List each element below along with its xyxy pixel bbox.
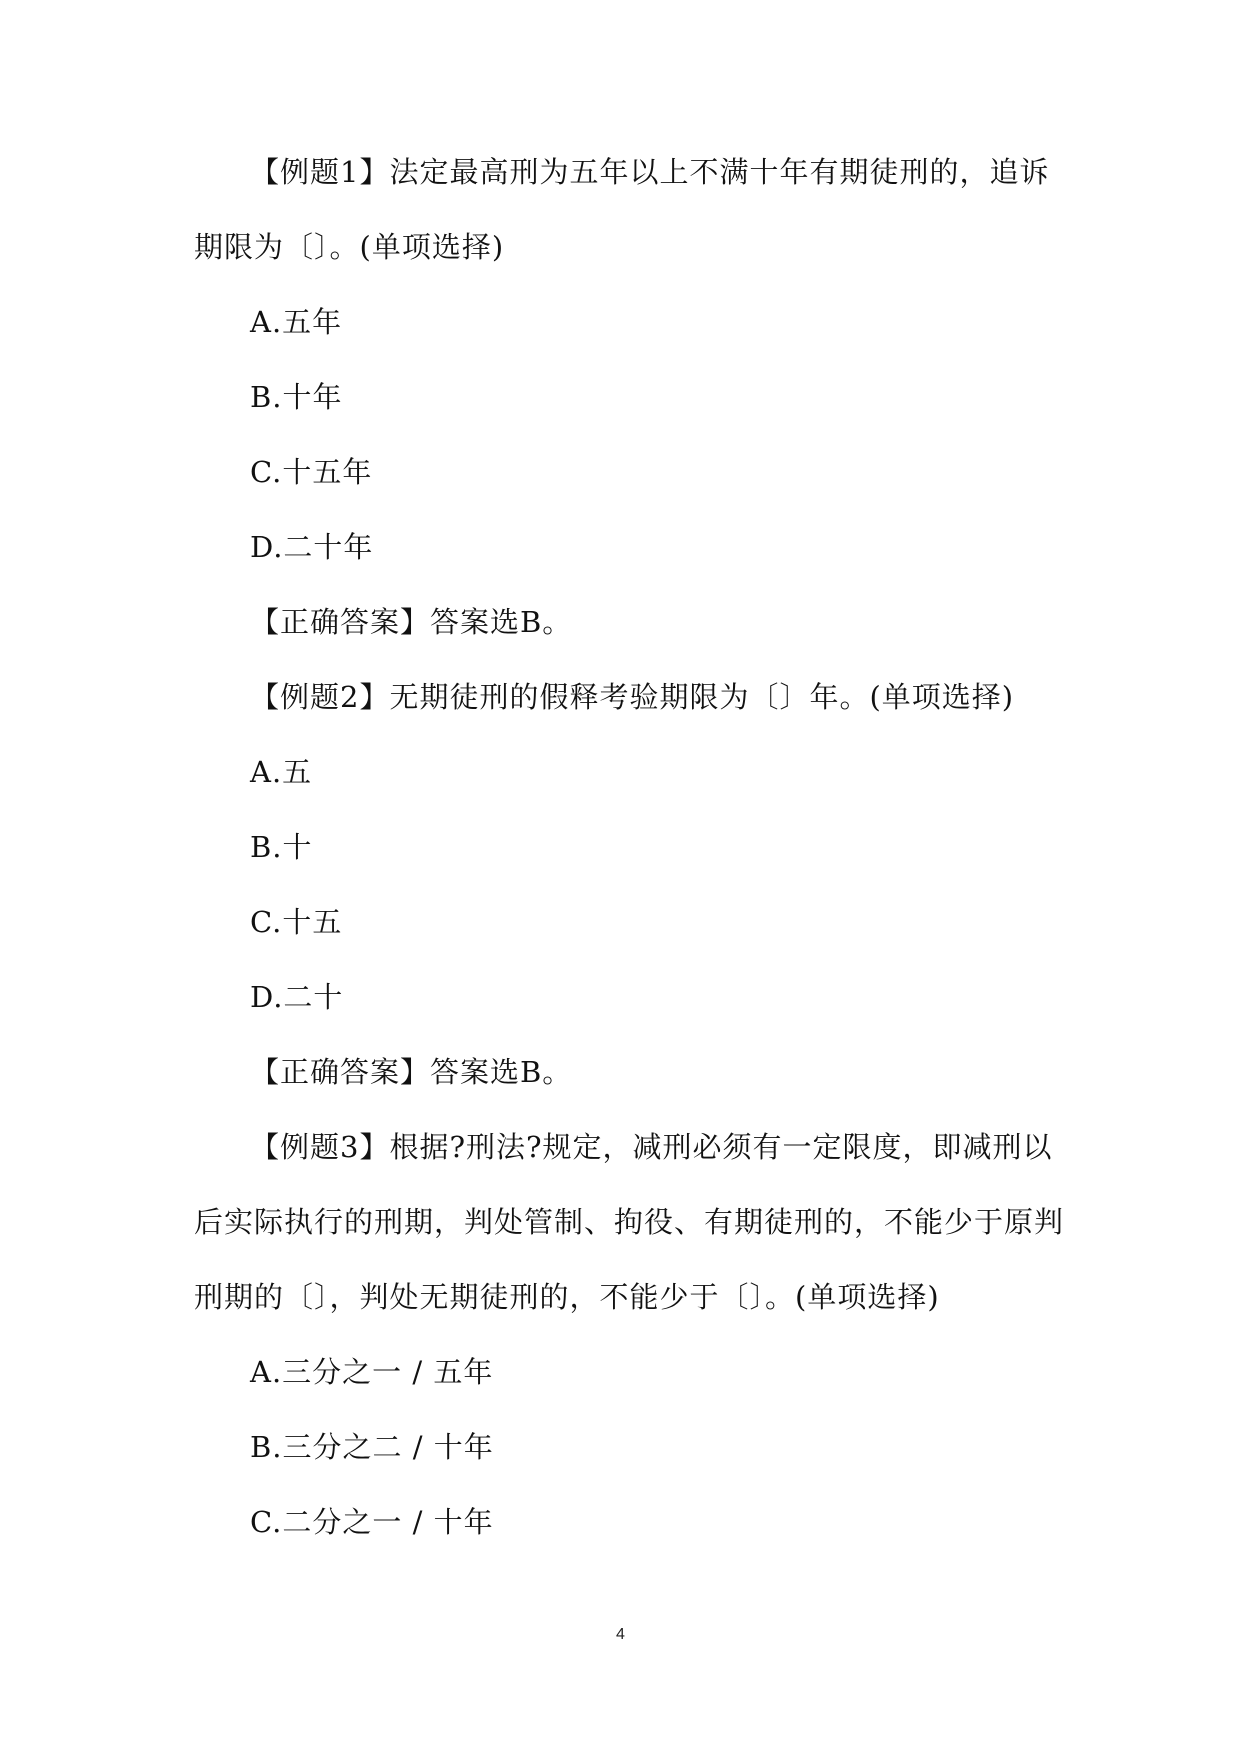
question-3-option-c: C.二分之一 / 十年 <box>250 1505 494 1539</box>
question-2-option-c: C.十五 <box>250 905 343 939</box>
page-number: 4 <box>616 1626 625 1643</box>
question-3-stem-line-3: 刑期的〔〕，判处无期徒刑的，不能少于〔〕。(单项选择) <box>194 1280 940 1314</box>
question-3-stem-line-2: 后实际执行的刑期，判处管制、拘役、有期徒刑的，不能少于原判 <box>194 1205 1065 1239</box>
question-3-option-a: A.三分之一 / 五年 <box>250 1355 494 1389</box>
question-2-option-d: D.二十 <box>250 980 344 1014</box>
question-1-option-a: A.五年 <box>250 305 343 339</box>
question-3-option-b: B.三分之二 / 十年 <box>250 1430 494 1464</box>
question-1-stem-line-2: 期限为〔〕。(单项选择) <box>194 230 505 264</box>
question-2-option-b: B.十 <box>250 830 313 864</box>
question-2-stem: 【例题2】无期徒刑的假释考验期限为〔〕年。(单项选择) <box>250 680 1015 714</box>
question-2-option-a: A.五 <box>250 755 313 789</box>
question-1-stem-line-1: 【例题1】法定最高刑为五年以上不满十年有期徒刑的，追诉 <box>250 155 1050 189</box>
question-1-option-c: C.十五年 <box>250 455 373 489</box>
question-1-answer: 【正确答案】答案选B。 <box>250 605 573 639</box>
question-3-stem-line-1: 【例题3】根据?刑法?规定，减刑必须有一定限度，即减刑以 <box>250 1130 1053 1164</box>
question-1-option-b: B.十年 <box>250 380 343 414</box>
question-2-answer: 【正确答案】答案选B。 <box>250 1055 573 1089</box>
question-1-option-d: D.二十年 <box>250 530 374 564</box>
